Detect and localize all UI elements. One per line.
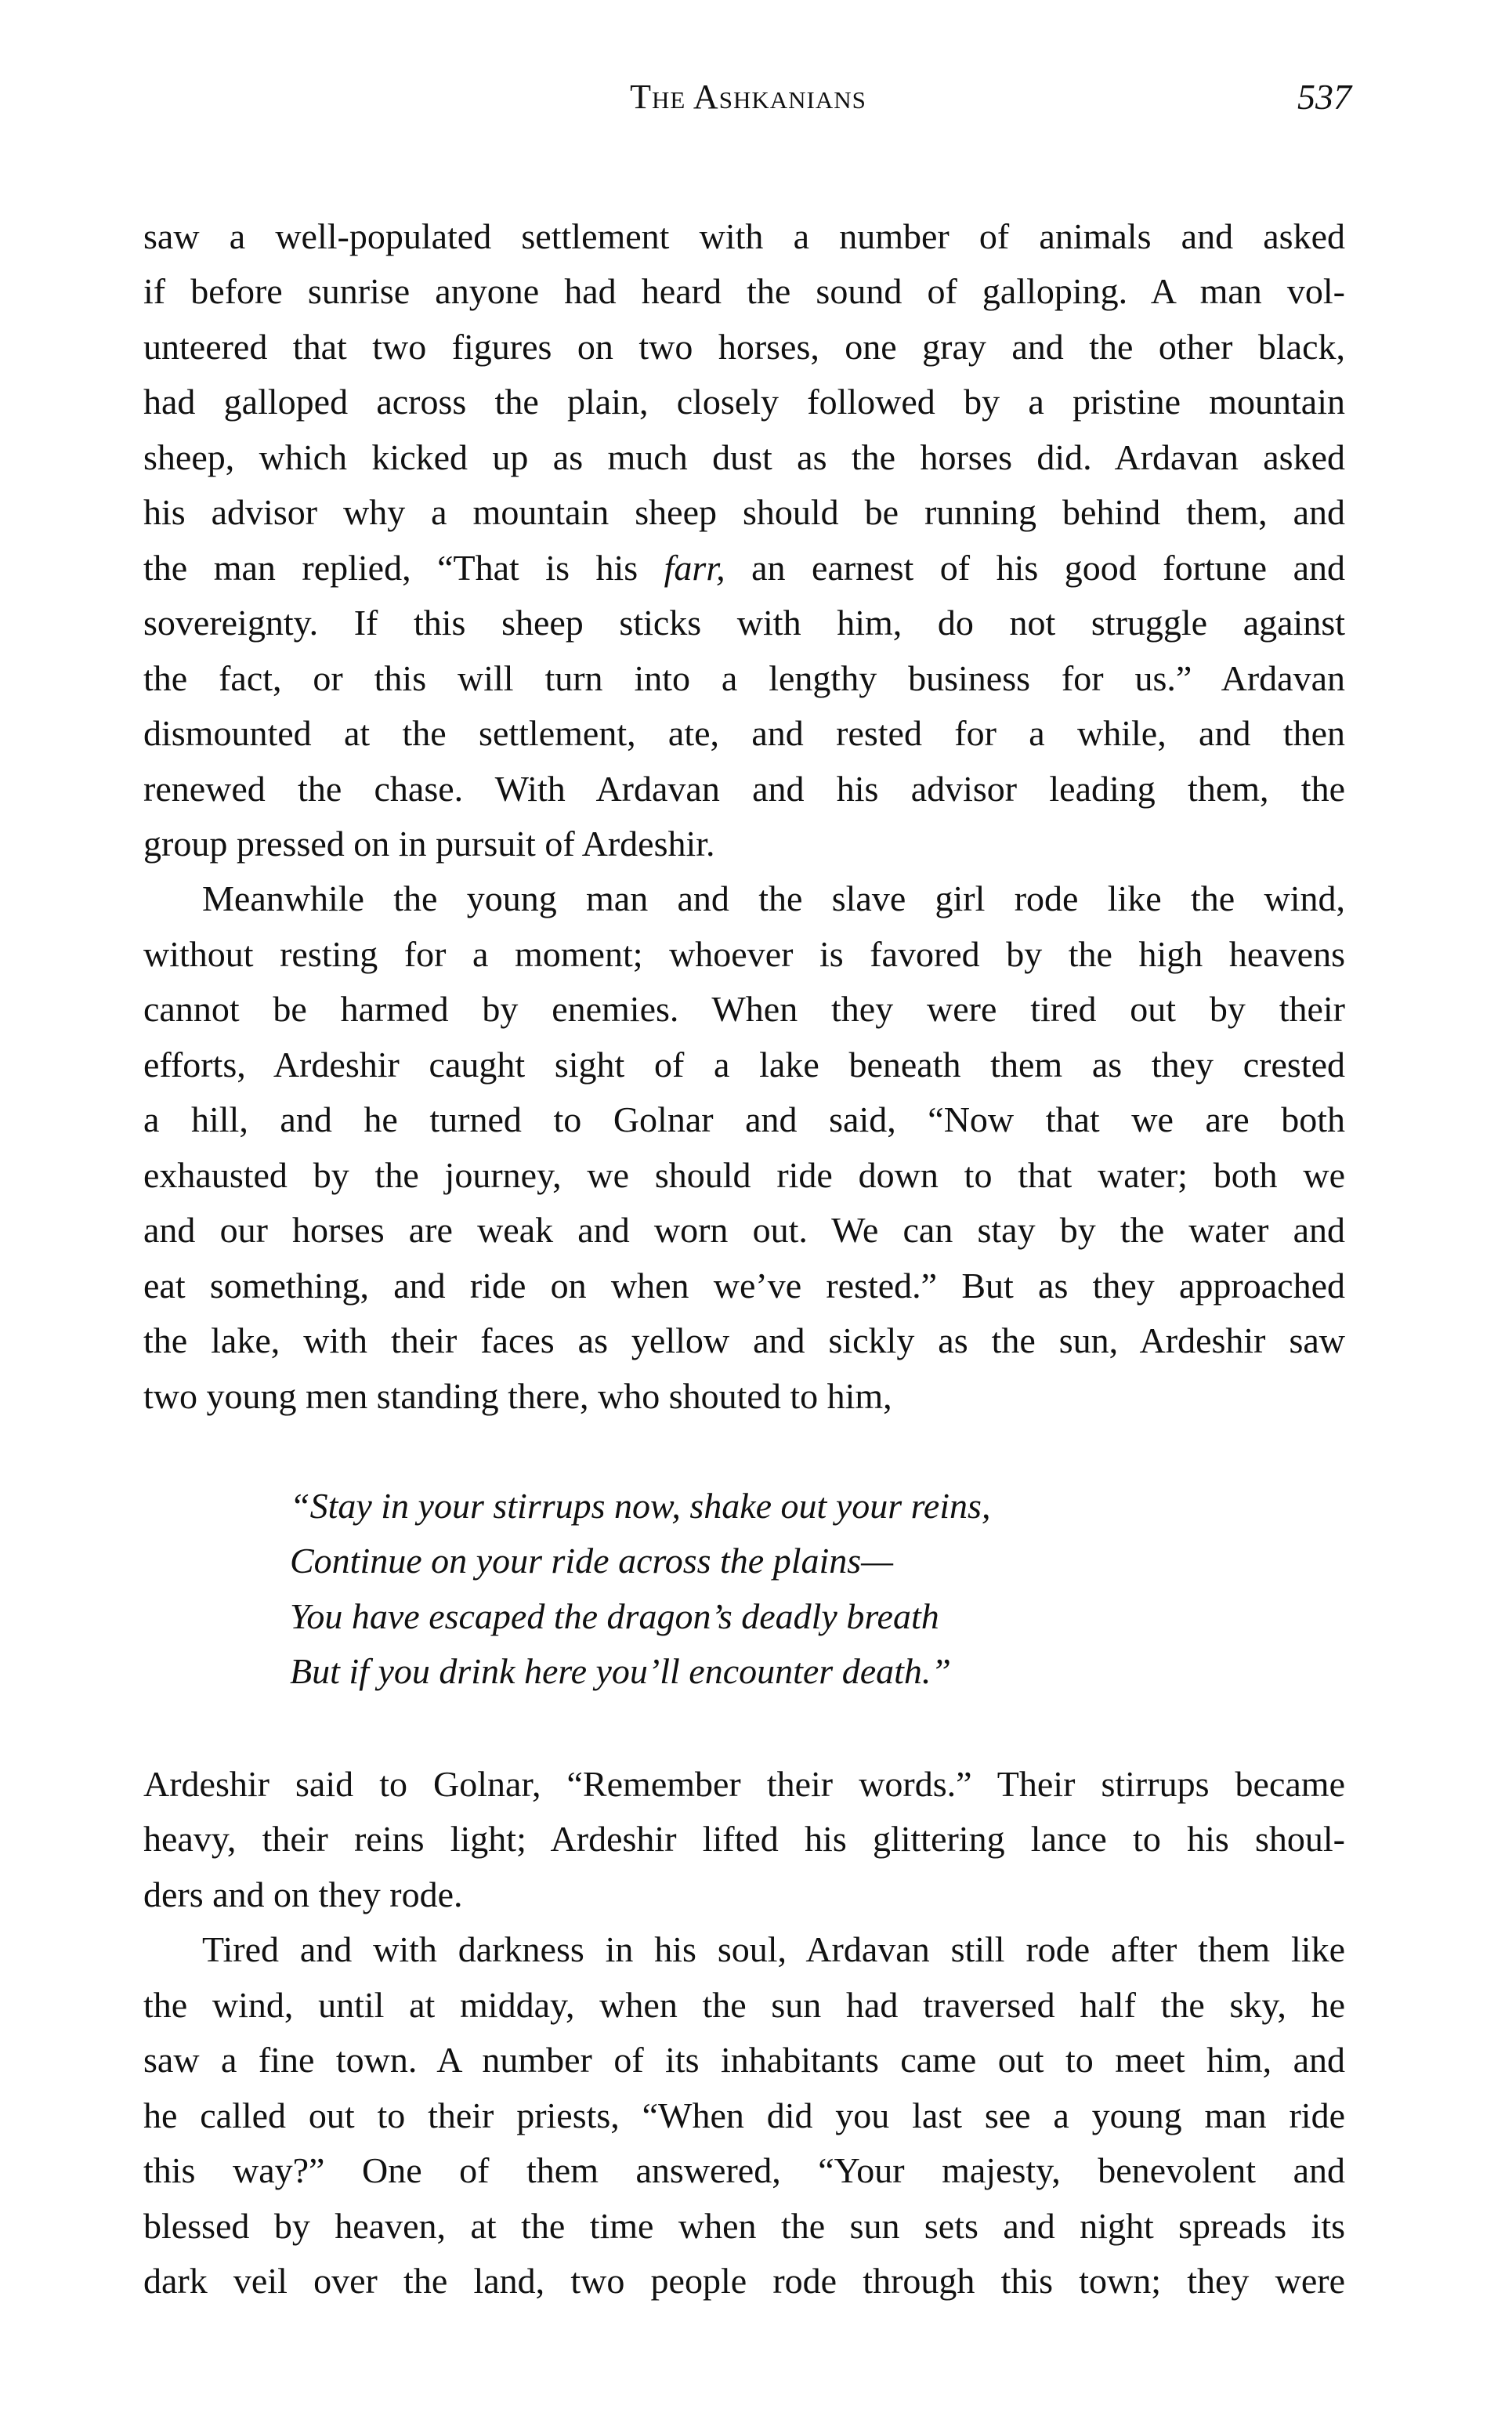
text-line: saw a well-populated settlement with a number of animals and asked bbox=[143, 216, 1345, 256]
verse-line: You have escaped the dragon’s deadly breath bbox=[290, 1596, 939, 1636]
text-line: Meanwhile the young man and the slave girl rode like the wind, bbox=[202, 878, 1345, 918]
text-line: heavy, their reins light; Ardeshir lifted his glittering lance to his shoul- bbox=[143, 1819, 1345, 1859]
text-line: Tired and with darkness in his soul, Ardavan still rode after them like bbox=[202, 1929, 1345, 1969]
text-line: his advisor why a mountain sheep should be running behind them, and bbox=[143, 492, 1345, 532]
text-line: the wind, until at midday, when the sun had traversed half the sky, he bbox=[143, 1985, 1345, 2025]
text-line: the fact, or this will turn into a lengthy business for us.” Ardavan bbox=[143, 658, 1345, 698]
text-line: saw a fine town. A number of its inhabitants came out to meet him, and bbox=[143, 2040, 1345, 2080]
text-line: this way?” One of them answered, “Your majesty, benevolent and bbox=[143, 2150, 1345, 2190]
text-line: without resting for a moment; whoever is favored by the high heavens bbox=[143, 934, 1345, 974]
text-line: cannot be harmed by enemies. When they were tired out by their bbox=[143, 989, 1345, 1029]
verse-line: Continue on your ride across the plains— bbox=[290, 1541, 894, 1581]
text-line: unteered that two figures on two horses, one gray and the other black, bbox=[143, 327, 1345, 367]
text-line: exhausted by the journey, we should ride down to that water; both we bbox=[143, 1155, 1345, 1195]
text-line: two young men standing there, who shouted to him, bbox=[143, 1376, 892, 1416]
text-segment: the man replied, “That is his bbox=[143, 548, 664, 588]
text-line: Ardeshir said to Golnar, “Remember their words.” Their stirrups became bbox=[143, 1764, 1345, 1804]
text-line: ders and on they rode. bbox=[143, 1874, 463, 1914]
text-line: eat something, and ride on when we’ve rested.” But as they approached bbox=[143, 1266, 1345, 1306]
text-line: blessed by heaven, at the time when the sun sets and night spreads its bbox=[143, 2206, 1345, 2246]
text-line: dismounted at the settlement, ate, and rested for a while, and then bbox=[143, 713, 1345, 753]
italic-term-farr: farr, bbox=[664, 548, 725, 588]
text-line: if before sunrise anyone had heard the sound of galloping. A man vol- bbox=[143, 271, 1345, 311]
running-header-title: The Ashkanians bbox=[630, 78, 866, 116]
text-segment: an earnest of his good fortune and bbox=[725, 548, 1345, 588]
text-line: sheep, which kicked up as much dust as the horses did. Ardavan asked bbox=[143, 437, 1345, 477]
text-line: group pressed on in pursuit of Ardeshir. bbox=[143, 824, 715, 864]
page-number: 537 bbox=[1297, 77, 1351, 117]
text-line: dark veil over the land, two people rode through this town; they were bbox=[143, 2261, 1345, 2301]
text-line: efforts, Ardeshir caught sight of a lake beneath them as they crested bbox=[143, 1045, 1345, 1085]
text-line: had galloped across the plain, closely followed by a pristine mountain bbox=[143, 382, 1345, 422]
text-line: a hill, and he turned to Golnar and said, “Now that we are both bbox=[143, 1099, 1345, 1139]
text-line: and our horses are weak and worn out. We can stay by the water and bbox=[143, 1210, 1345, 1250]
text-line: he called out to their priests, “When did you last see a young man ride bbox=[143, 2095, 1345, 2135]
verse-line: “Stay in your stirrups now, shake out your reins, bbox=[290, 1486, 991, 1526]
text-line-with-italic-term bbox=[143, 543, 1345, 593]
text-line: renewed the chase. With Ardavan and his advisor leading them, the bbox=[143, 769, 1345, 809]
verse-line: But if you drink here you’ll encounter death.” bbox=[290, 1651, 951, 1691]
text-line: sovereignty. If this sheep sticks with him, do not struggle against bbox=[143, 603, 1345, 643]
text-line: the lake, with their faces as yellow and sickly as the sun, Ardeshir saw bbox=[143, 1320, 1345, 1360]
